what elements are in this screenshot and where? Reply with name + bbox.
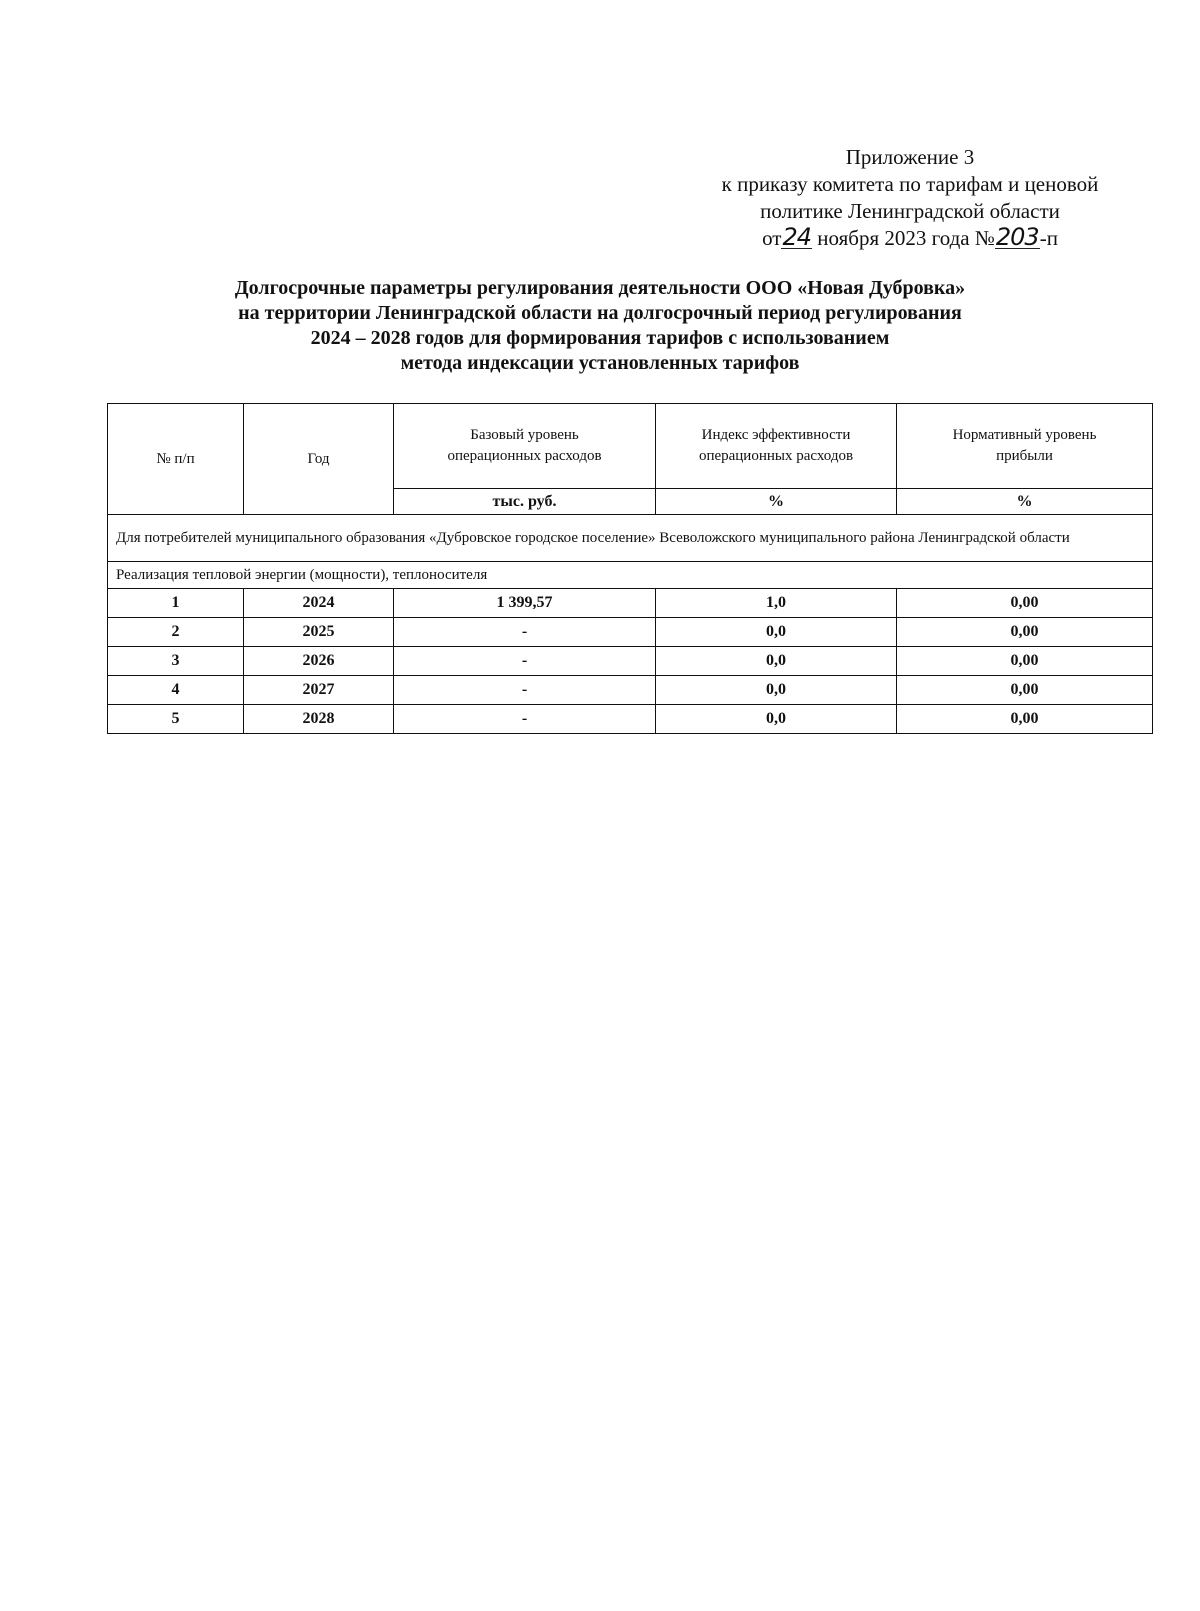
cell-year: 2028 bbox=[244, 705, 394, 734]
header-num: № п/п bbox=[108, 404, 244, 515]
header-index-line-2: операционных расходов bbox=[698, 448, 854, 464]
table-row bbox=[108, 705, 1153, 734]
annex-committee: политике Ленинградской области bbox=[760, 199, 1060, 223]
annex-title: Приложение 3 bbox=[845, 145, 975, 169]
header-profit-line-2: прибыли bbox=[996, 448, 1053, 464]
group-row bbox=[108, 515, 1153, 562]
header-index-line-1: Индекс эффективности bbox=[701, 427, 851, 443]
header-year: Год bbox=[244, 404, 394, 515]
table-row bbox=[108, 618, 1153, 647]
table-row bbox=[108, 589, 1153, 618]
table-row bbox=[108, 647, 1153, 676]
cell-profit: 0,00 bbox=[897, 705, 1153, 734]
document-title bbox=[90, 276, 1110, 376]
title-line-1: Долгосрочные параметры регулирования деятельности ООО «Новая Дубровка» bbox=[234, 277, 966, 299]
annex-block bbox=[690, 144, 1130, 252]
cell-year: 2025 bbox=[244, 618, 394, 647]
cell-base: - bbox=[394, 705, 656, 734]
cell-profit: 0,00 bbox=[897, 618, 1153, 647]
unit-index: % bbox=[656, 489, 897, 515]
cell-base: - bbox=[394, 676, 656, 705]
date-prefix: от bbox=[762, 226, 782, 250]
group-label: Для потребителей муниципального образования «Дубровское городское поселение» Всеволожского муниципального района Ленинградской области bbox=[108, 515, 1153, 562]
cell-base: - bbox=[394, 618, 656, 647]
title-line-4: метода индексации установленных тарифов bbox=[400, 352, 800, 374]
header-row bbox=[108, 404, 1153, 489]
cell-index: 0,0 bbox=[656, 647, 897, 676]
cell-num: 2 bbox=[108, 618, 244, 647]
cell-index: 1,0 bbox=[656, 589, 897, 618]
header-efficiency-index bbox=[656, 404, 897, 489]
unit-profit: % bbox=[897, 489, 1153, 515]
cell-profit: 0,00 bbox=[897, 676, 1153, 705]
cell-num: 4 bbox=[108, 676, 244, 705]
cell-year: 2024 bbox=[244, 589, 394, 618]
title-line-3: 2024 – 2028 годов для формирования тарифов с использованием bbox=[310, 327, 890, 349]
unit-base: тыс. руб. bbox=[394, 489, 656, 515]
order-suffix: -п bbox=[1039, 226, 1058, 250]
parameters-table bbox=[107, 403, 1153, 734]
cell-profit: 0,00 bbox=[897, 589, 1153, 618]
cell-num: 1 bbox=[108, 589, 244, 618]
table-row bbox=[108, 676, 1153, 705]
cell-num: 3 bbox=[108, 647, 244, 676]
header-base-line-2: операционных расходов bbox=[447, 448, 602, 464]
header-profit-line-1: Нормативный уровень bbox=[952, 427, 1097, 443]
cell-base: - bbox=[394, 647, 656, 676]
title-line-2: на территории Ленинградской области на долгосрочный период регулирования bbox=[238, 302, 962, 324]
header-normative-profit bbox=[897, 404, 1153, 489]
header-base-line-1: Базовый уровень bbox=[470, 427, 579, 443]
subgroup-label: Реализация тепловой энергии (мощности), теплоносителя bbox=[108, 562, 1153, 589]
cell-year: 2026 bbox=[244, 647, 394, 676]
cell-index: 0,0 bbox=[656, 705, 897, 734]
cell-year: 2027 bbox=[244, 676, 394, 705]
annex-order-ref: к приказу комитета по тарифам и ценовой bbox=[721, 172, 1099, 196]
cell-index: 0,0 bbox=[656, 676, 897, 705]
cell-base: 1 399,57 bbox=[394, 589, 656, 618]
cell-num: 5 bbox=[108, 705, 244, 734]
header-base-level bbox=[394, 404, 656, 489]
order-number-handwritten: 203 bbox=[995, 223, 1039, 251]
subgroup-row bbox=[108, 562, 1153, 589]
cell-profit: 0,00 bbox=[897, 647, 1153, 676]
date-middle: ноября 2023 года № bbox=[817, 226, 995, 250]
date-day-handwritten: 24 bbox=[782, 223, 812, 251]
cell-index: 0,0 bbox=[656, 618, 897, 647]
annex-date-line bbox=[690, 225, 1130, 252]
